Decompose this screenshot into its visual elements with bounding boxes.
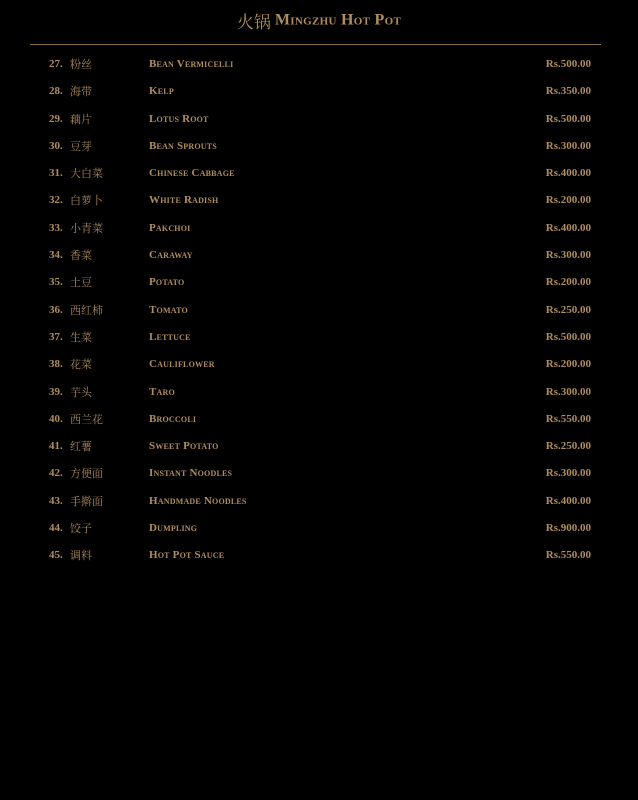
item-chinese-name: 西兰花 (70, 412, 103, 426)
item-english-name: Kelp (149, 85, 174, 98)
item-chinese-name: 手擀面 (70, 494, 103, 508)
menu-item (0, 269, 638, 296)
item-chinese-name: 调料 (70, 549, 92, 563)
item-number: 32. (49, 194, 63, 207)
menu-item (0, 433, 638, 460)
item-number: 38. (49, 358, 63, 371)
item-price: Rs.200.00 (545, 358, 591, 371)
item-number: 31. (49, 167, 63, 180)
item-number: 44. (49, 522, 63, 535)
item-chinese-name: 方便面 (70, 467, 103, 481)
item-number: 33. (49, 221, 63, 234)
item-price: Rs.500.00 (545, 58, 591, 70)
item-english-name: Pakchoi (149, 221, 191, 234)
item-chinese-name: 芋头 (70, 385, 92, 399)
menu-item (0, 351, 638, 378)
item-number: 39. (49, 385, 63, 398)
item-price: Rs.250.00 (545, 440, 591, 453)
menu-item (0, 106, 638, 133)
item-price: Rs.300.00 (545, 385, 591, 398)
menu-item (0, 160, 638, 187)
item-english-name: Broccoli (149, 412, 197, 425)
item-english-name: Taro (149, 385, 175, 398)
item-chinese-name: 饺子 (70, 522, 92, 536)
item-english-name: Potato (149, 276, 185, 289)
item-price: Rs.550.00 (545, 412, 591, 425)
item-number: 37. (49, 330, 63, 343)
item-chinese-name: 豆芽 (70, 139, 92, 153)
menu-item (0, 51, 638, 78)
menu-item (0, 297, 638, 324)
item-price: Rs.250.00 (545, 303, 591, 316)
item-number: 43. (49, 494, 63, 507)
item-english-name: Dumpling (149, 522, 198, 535)
item-price: Rs.200.00 (545, 194, 591, 207)
item-chinese-name: 西红柿 (70, 303, 103, 317)
item-price: Rs.400.00 (545, 167, 591, 180)
item-english-name: White Radish (149, 194, 219, 207)
item-chinese-name: 花菜 (70, 358, 92, 372)
menu-item (0, 187, 638, 214)
item-chinese-name: 粉丝 (70, 58, 92, 71)
menu-item (0, 406, 638, 433)
item-chinese-name: 土豆 (70, 276, 92, 290)
menu-item (0, 379, 638, 406)
menu-item (0, 542, 638, 569)
item-english-name: Handmade Noodles (149, 494, 247, 507)
title-english: Mingzhu Hot Pot (274, 11, 402, 29)
item-number: 40. (49, 412, 63, 425)
menu-item (0, 133, 638, 160)
item-chinese-name: 海带 (70, 85, 92, 99)
item-chinese-name: 藕片 (70, 112, 92, 126)
item-english-name: Lettuce (149, 330, 191, 343)
menu-item (0, 460, 638, 487)
menu-item (0, 78, 638, 105)
item-price: Rs.400.00 (545, 494, 591, 507)
item-number: 35. (49, 276, 63, 289)
item-price: Rs.500.00 (545, 112, 591, 125)
item-number: 28. (49, 85, 63, 98)
item-english-name: Instant Noodles (149, 467, 233, 480)
menu-item (0, 488, 638, 515)
item-number: 27. (49, 58, 63, 70)
item-chinese-name: 生菜 (70, 330, 92, 344)
item-price: Rs.300.00 (545, 139, 591, 152)
item-price: Rs.300.00 (545, 249, 591, 262)
item-english-name: Chinese Cabbage (149, 167, 235, 180)
item-english-name: Caraway (149, 249, 193, 262)
item-english-name: Bean Vermicelli (149, 58, 234, 70)
item-number: 41. (49, 440, 63, 453)
menu-item (0, 324, 638, 351)
menu-item (0, 515, 638, 542)
page-header (0, 8, 638, 34)
item-price: Rs.400.00 (545, 221, 591, 234)
item-english-name: Hot Pot Sauce (149, 549, 225, 562)
item-number: 42. (49, 467, 63, 480)
item-english-name: Cauliflower (149, 358, 215, 371)
item-price: Rs.200.00 (545, 276, 591, 289)
item-number: 30. (49, 139, 63, 152)
menu-item (0, 215, 638, 242)
item-price: Rs.550.00 (545, 549, 591, 562)
item-chinese-name: 香菜 (70, 249, 92, 263)
header-divider (30, 44, 601, 45)
title-chinese: 火锅 (236, 13, 271, 33)
item-chinese-name: 白萝卜 (70, 194, 103, 208)
item-english-name: Bean Sprouts (149, 139, 217, 152)
item-number: 34. (49, 249, 63, 262)
item-english-name: Sweet Potato (149, 440, 219, 453)
item-chinese-name: 小青菜 (70, 221, 103, 235)
item-number: 45. (49, 549, 63, 562)
item-price: Rs.300.00 (545, 467, 591, 480)
item-price: Rs.900.00 (545, 522, 591, 535)
item-price: Rs.500.00 (545, 330, 591, 343)
menu-list (0, 51, 638, 570)
item-price: Rs.350.00 (545, 85, 591, 98)
menu-item (0, 242, 638, 269)
item-chinese-name: 红薯 (70, 440, 92, 454)
item-number: 36. (49, 303, 63, 316)
item-english-name: Lotus Root (149, 112, 209, 125)
item-chinese-name: 大白菜 (70, 167, 103, 181)
item-number: 29. (49, 112, 63, 125)
item-english-name: Tomato (149, 303, 188, 316)
